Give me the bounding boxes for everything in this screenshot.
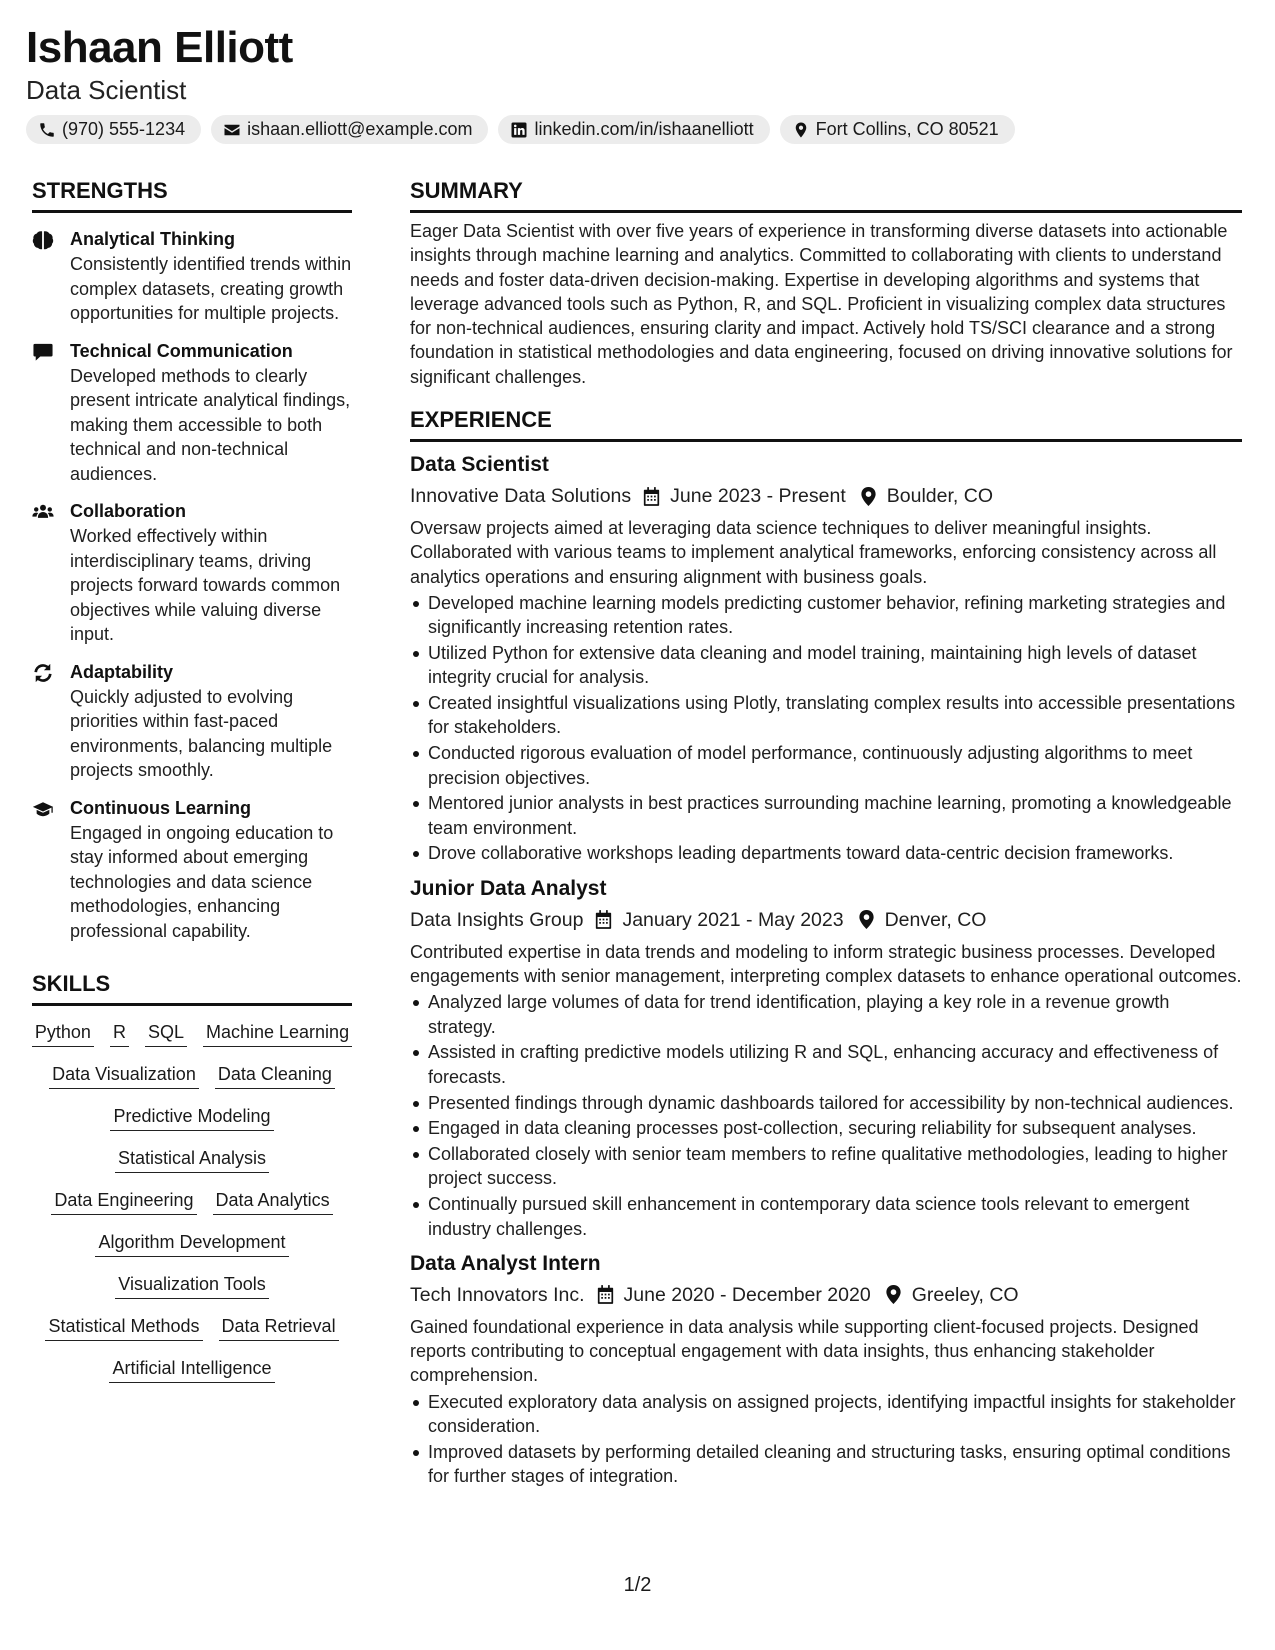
strength-title: Continuous Learning xyxy=(70,797,251,818)
phone-pill[interactable] xyxy=(26,115,201,144)
job-title: Data Analyst Intern xyxy=(410,1251,601,1275)
strength-title: Collaboration xyxy=(70,501,186,521)
strength-desc: Developed methods to clearly present intricate analytical findings, making them accessible to both technical and non-technical audiences. xyxy=(70,365,351,484)
skill-tag: Data Cleaning xyxy=(215,1062,335,1089)
skill-tag: Data Engineering xyxy=(51,1188,196,1215)
job-bullets xyxy=(410,990,1242,1240)
users-icon xyxy=(32,502,54,522)
job-entry xyxy=(410,450,1242,866)
job-company: Tech Innovators Inc. xyxy=(410,1283,585,1306)
location-text: Fort Collins, CO 80521 xyxy=(815,119,999,139)
job-dates: June 2020 - December 2020 xyxy=(623,1283,871,1306)
strength-title: Analytical Thinking xyxy=(70,229,236,249)
bullet-item: Executed exploratory data analysis on assigned projects, identifying impactful insights for stakeholder consideration. xyxy=(410,1390,1242,1439)
email-text: ishaan.elliott@example.com xyxy=(247,119,473,139)
comment-icon xyxy=(32,342,54,362)
skill-tag: R xyxy=(110,1020,129,1047)
experience-heading: EXPERIENCE xyxy=(410,407,1242,442)
linkedin-text: linkedin.com/in/ishaanelliott xyxy=(534,119,754,139)
bullet-item: Conducted rigorous evaluation of model performance, continuously adjusting algorithms to meet precision objectives. xyxy=(410,741,1242,790)
skill-tag: Data Analytics xyxy=(213,1188,333,1215)
skill-tag: Algorithm Development xyxy=(95,1230,288,1257)
summary-text: Eager Data Scientist with over five years of experience in transforming diverse datasets into actionable insights through machine learning and analytics. Committed to collaborating with clients to understand needs and foster data-driven decision-making. Expertise in developing algorithms and systems that leverage advanced tools such as Python, R, and SQL. Proficient in visualizing complex data structures for non-technical audiences, ensuring clarity and impact. Actively hold TS/SCI clearance and a strong foundation in statistical methodologies and data engineering, focused on driving innovative solutions for significant challenges. xyxy=(410,221,1233,387)
job-location: Greeley, CO xyxy=(911,1283,1019,1306)
skill-tag: Machine Learning xyxy=(203,1020,352,1047)
location-pill[interactable] xyxy=(780,115,1015,144)
candidate-name: Ishaan Elliott xyxy=(26,23,293,72)
job-entry xyxy=(410,1249,1242,1489)
job-bullets xyxy=(410,1390,1242,1489)
job-title: Data Scientist xyxy=(410,453,549,477)
phone-icon xyxy=(38,121,56,139)
map-pin-icon xyxy=(885,1285,902,1304)
map-pin-icon xyxy=(792,121,810,139)
skills-list xyxy=(32,1020,352,1383)
map-pin-icon xyxy=(858,910,875,929)
job-location: Boulder, CO xyxy=(886,485,993,508)
strength-title: Technical Communication xyxy=(70,340,293,361)
strength-item xyxy=(32,796,352,944)
strengths-heading: STRENGTHS xyxy=(32,178,352,213)
job-company: Innovative Data Solutions xyxy=(410,485,632,508)
strength-item xyxy=(32,227,352,326)
bullet-item: Assisted in crafting predictive models utilizing R and SQL, enhancing accuracy and effectiveness of forecasts. xyxy=(410,1040,1242,1089)
skills-heading: SKILLS xyxy=(32,971,352,1006)
bullet-item: Continually pursued skill enhancement in contemporary data science tools relevant to emergent industry challenges. xyxy=(410,1192,1242,1241)
strength-desc: Engaged in ongoing education to stay informed about emerging technologies and data science methodologies, enhancing professional capability. xyxy=(70,822,334,941)
left-column xyxy=(32,178,352,1383)
bullet-item: Collaborated closely with senior team members to refine qualitative methodologies, leading to higher project success. xyxy=(410,1142,1242,1191)
strength-item xyxy=(32,339,352,487)
job-dates: January 2021 - May 2023 xyxy=(622,908,844,931)
skill-tag: Visualization Tools xyxy=(115,1272,268,1299)
page-number: 1/2 xyxy=(623,1574,652,1596)
strength-item xyxy=(32,499,352,647)
job-description: Gained foundational experience in data analysis while supporting client-focused projects. Designed reports contributing to conceptual engagement with data insights, thus enhancing stakeholder comprehension. xyxy=(410,1316,1199,1386)
strength-desc: Quickly adjusted to evolving priorities within fast-paced environments, balancing multiple projects smoothly. xyxy=(70,686,333,780)
calendar-icon xyxy=(643,487,660,506)
bullet-item: Engaged in data cleaning processes post-collection, securing reliability for subsequent analyses. xyxy=(410,1116,1242,1140)
phone-text: (970) 555-1234 xyxy=(62,119,186,139)
bullet-item: Drove collaborative workshops leading departments toward data-centric decision frameworks. xyxy=(410,841,1242,865)
bullet-item: Utilized Python for extensive data cleaning and model training, maintaining high levels of dataset integrity crucial for analysis. xyxy=(410,641,1242,690)
job-meta xyxy=(410,1280,1242,1310)
job-bullets xyxy=(410,591,1242,866)
skill-tag: Statistical Analysis xyxy=(115,1146,269,1173)
bullet-item: Mentored junior analysts in best practices surrounding machine learning, promoting a knowledgeable team environment. xyxy=(410,791,1242,840)
right-column xyxy=(410,178,1242,1490)
skill-tag: Data Retrieval xyxy=(219,1314,339,1341)
strength-desc: Consistently identified trends within complex datasets, creating growth opportunities for multiple projects. xyxy=(70,254,352,323)
brain-icon xyxy=(32,230,54,250)
bullet-item: Created insightful visualizations using Plotly, translating complex results into accessible presentations for stakeholders. xyxy=(410,691,1242,740)
skill-tag: Python xyxy=(32,1020,94,1047)
job-description: Contributed expertise in data trends and modeling to inform strategic business processes. Developed engagements with senior management, interpreting complex datasets to enhance operational outcomes. xyxy=(410,941,1242,987)
strength-desc: Worked effectively within interdisciplinary teams, driving projects forward towards common objectives while valuing diverse input. xyxy=(70,526,341,644)
job-dates: June 2023 - Present xyxy=(670,485,846,508)
job-meta xyxy=(410,905,1242,935)
skill-tag: Predictive Modeling xyxy=(110,1104,273,1131)
email-pill[interactable] xyxy=(211,115,488,144)
bullet-item: Improved datasets by performing detailed cleaning and structuring tasks, ensuring optimal conditions for further stages of integration. xyxy=(410,1440,1242,1489)
graduation-cap-icon xyxy=(32,799,54,819)
job-company: Data Insights Group xyxy=(410,908,584,931)
bullet-item: Presented findings through dynamic dashboards tailored for accessibility by non-technical audiences. xyxy=(410,1091,1242,1115)
summary-heading: SUMMARY xyxy=(410,178,1242,213)
contact-bar xyxy=(26,115,1015,144)
job-meta xyxy=(410,481,1242,511)
job-title: Junior Data Analyst xyxy=(410,876,607,900)
strength-title: Adaptability xyxy=(70,661,174,682)
skill-tag: SQL xyxy=(145,1020,187,1047)
bullet-item: Developed machine learning models predicting customer behavior, refining marketing strategies and significantly increasing retention rates. xyxy=(410,591,1242,640)
map-pin-icon xyxy=(860,487,877,506)
skill-tag: Data Visualization xyxy=(49,1062,199,1089)
calendar-icon xyxy=(595,910,612,929)
linkedin-icon xyxy=(510,121,528,139)
job-description: Oversaw projects aimed at leveraging data science techniques to deliver meaningful insights. Collaborated with various teams to implement analytical frameworks, enforcing consistency across all analytics operations and ensuring alignment with business goals. xyxy=(410,518,1217,587)
job-location: Denver, CO xyxy=(884,908,987,931)
bullet-item: Analyzed large volumes of data for trend identification, playing a key role in a revenue growth strategy. xyxy=(410,990,1242,1039)
refresh-icon xyxy=(32,663,54,683)
strength-item xyxy=(32,660,352,783)
skill-tag: Artificial Intelligence xyxy=(109,1356,274,1383)
linkedin-pill[interactable] xyxy=(498,115,769,144)
envelope-icon xyxy=(223,121,241,139)
skill-tag: Statistical Methods xyxy=(45,1314,202,1341)
job-entry xyxy=(410,874,1242,1241)
candidate-role: Data Scientist xyxy=(26,75,187,105)
calendar-icon xyxy=(597,1285,614,1304)
